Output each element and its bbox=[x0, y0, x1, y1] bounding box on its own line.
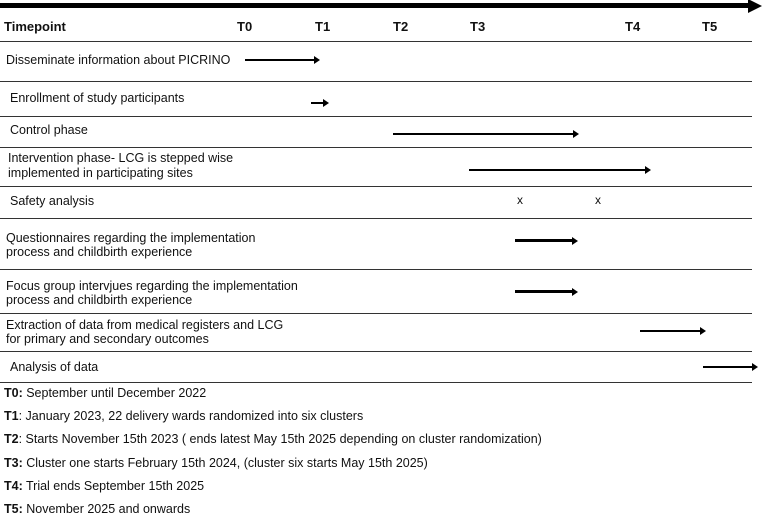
bar-focus-group bbox=[515, 290, 573, 293]
timepoint-label-t4: T4 bbox=[625, 19, 641, 34]
row-label-extraction-2: for primary and secondary outcomes bbox=[6, 332, 209, 346]
bar-disseminate bbox=[245, 59, 315, 61]
timepoint-label-t2: T2 bbox=[393, 19, 409, 34]
bar-intervention-phase bbox=[469, 169, 646, 171]
row-label-control-phase: Control phase bbox=[10, 123, 88, 137]
row-label-disseminate: Disseminate information about PICRINO bbox=[6, 53, 231, 67]
legend-t2: T2: Starts November 15th 2023 ( ends latest May 15th 2025 depending on cluster randomization) bbox=[4, 432, 542, 446]
row-label-questionnaires-1: Questionnaires regarding the implementation bbox=[6, 231, 256, 245]
bar-control-phase bbox=[393, 133, 574, 135]
bar-questionnaires bbox=[515, 239, 573, 242]
timepoint-label-t0: T0 bbox=[237, 19, 253, 34]
row-divider bbox=[0, 186, 752, 187]
row-divider bbox=[0, 218, 752, 219]
row-divider bbox=[0, 41, 752, 42]
row-divider bbox=[0, 313, 752, 314]
row-label-focus-group-2: process and childbirth experience bbox=[6, 293, 193, 307]
safety-mark-1: x bbox=[517, 193, 523, 207]
timepoint-label-t1: T1 bbox=[315, 19, 331, 34]
timeline-axis-arrowhead bbox=[748, 0, 762, 13]
row-label-extraction-1: Extraction of data from medical registers and LCG bbox=[6, 318, 284, 332]
legend-t1: T1: January 2023, 22 delivery wards randomized into six clusters bbox=[4, 409, 364, 423]
legend-t0: T0: September until December 2022 bbox=[4, 386, 207, 400]
header-title: Timepoint bbox=[4, 19, 66, 34]
bar-enrollment bbox=[311, 102, 324, 104]
row-label-intervention-2: implemented in participating sites bbox=[8, 166, 193, 180]
row-label-questionnaires-2: process and childbirth experience bbox=[6, 245, 193, 259]
row-divider bbox=[0, 269, 752, 270]
legend-t3: T3: Cluster one starts February 15th 2024, (cluster six starts May 15th 2025) bbox=[4, 456, 428, 470]
timepoint-label-t3: T3 bbox=[470, 19, 486, 34]
timepoint-label-t5: T5 bbox=[702, 19, 718, 34]
row-label-intervention-1: Intervention phase- LCG is stepped wise bbox=[8, 151, 234, 165]
bar-analysis bbox=[703, 366, 753, 368]
row-divider bbox=[0, 351, 752, 352]
row-divider bbox=[0, 147, 752, 148]
row-label-enrollment: Enrollment of study participants bbox=[10, 91, 185, 105]
safety-mark-2: x bbox=[595, 193, 601, 207]
row-divider bbox=[0, 116, 752, 117]
row-label-analysis: Analysis of data bbox=[10, 360, 99, 374]
row-label-focus-group-1: Focus group intervjues regarding the implementation bbox=[6, 279, 298, 293]
row-divider bbox=[0, 81, 752, 82]
bar-extraction bbox=[640, 330, 701, 332]
row-divider bbox=[0, 382, 752, 383]
legend-t5: T5: November 2025 and onwards bbox=[4, 502, 191, 516]
timeline-axis-line bbox=[0, 3, 750, 8]
legend-t4: T4: Trial ends September 15th 2025 bbox=[4, 479, 205, 493]
row-label-safety: Safety analysis bbox=[10, 194, 95, 208]
